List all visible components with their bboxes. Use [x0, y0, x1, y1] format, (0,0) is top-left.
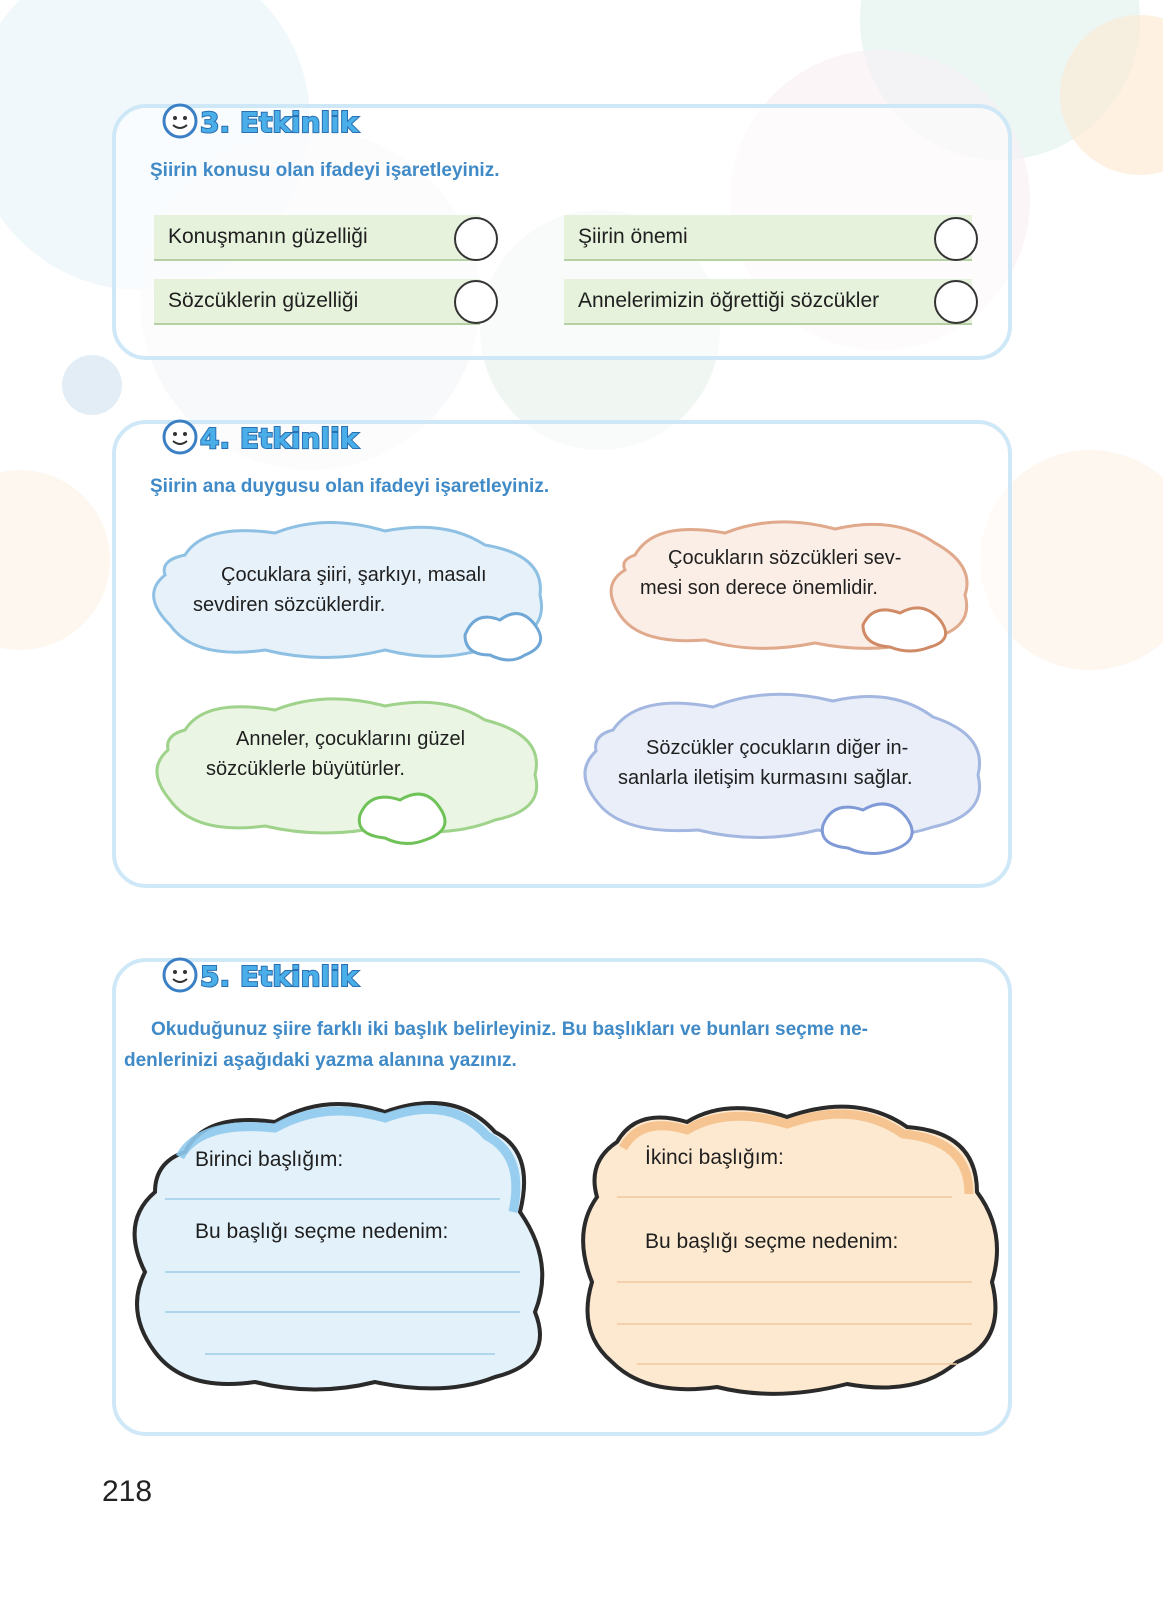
option-1 [154, 215, 480, 261]
option-3-label: Sözcüklerin güzelliği [168, 289, 359, 312]
page-number: 218 [102, 1475, 153, 1508]
activity-5-badge [158, 948, 378, 1004]
choice-cloud-3-line1: Anneler, çocuklarını güzel [236, 728, 466, 750]
choice-cloud-3[interactable] [150, 690, 550, 850]
second-reason-write-area[interactable] [617, 1262, 977, 1367]
option-3 [154, 279, 480, 325]
option-2-checkbox[interactable] [934, 217, 978, 261]
option-2-label: Şiirin önemi [578, 225, 688, 248]
activity-4-badge [158, 410, 378, 466]
activity-3-instruction: Şiirin konusu olan ifadeyi işaretleyiniz. [150, 160, 500, 181]
choice-cloud-1-line2: sevdiren sözcüklerdir. [193, 594, 386, 616]
option-4-label: Annelerimizin öğrettiği sözcükler [578, 289, 880, 312]
choice-cloud-4-line2: sanlarla iletişim kurmasını sağlar. [618, 767, 913, 789]
second-title-write-area[interactable] [617, 1174, 957, 1198]
option-3-checkbox[interactable] [454, 280, 498, 324]
choice-cloud-1-line1: Çocuklara şiiri, şarkıyı, masalı [221, 564, 487, 586]
first-reason-write-area[interactable] [165, 1252, 525, 1357]
choice-cloud-2-text [640, 543, 901, 603]
choice-cloud-2[interactable] [605, 515, 975, 655]
activity-3-badge-text: 3. Etkinlik [200, 106, 359, 139]
activity-5-badge-text: 5. Etkinlik [200, 960, 359, 993]
second-title-label: İkinci başlığım: [645, 1146, 784, 1169]
writing-cloud-right [577, 1102, 1002, 1402]
choice-cloud-1[interactable] [145, 515, 555, 665]
choice-cloud-4[interactable] [578, 685, 988, 860]
choice-cloud-3-line2: sözcüklerle büyütürler. [206, 758, 405, 780]
activity-5-instruction-line2: denlerinizi aşağıdaki yazma alanına yazınız. [124, 1050, 517, 1071]
first-reason-label: Bu başlığı seçme nedenim: [195, 1220, 449, 1243]
choice-cloud-1-text [193, 560, 487, 620]
choice-cloud-4-line1: Sözcükler çocukların diğer in- [646, 737, 909, 759]
option-1-checkbox[interactable] [454, 217, 498, 261]
activity-4-badge-text: 4. Etkinlik [200, 422, 359, 455]
choice-cloud-4-text [618, 733, 913, 793]
activity-3-badge [158, 94, 378, 150]
second-reason-label: Bu başlığı seçme nedenim: [645, 1230, 899, 1253]
choice-cloud-3-text [206, 724, 465, 784]
activity-5-instruction-line1: Okuduğunuz şiire farklı iki başlık belirleyiniz. Bu başlıkları ve bunları seçme ne- [151, 1019, 868, 1040]
writing-cloud-left [125, 1092, 555, 1397]
choice-cloud-2-line2: mesi son derece önemlidir. [640, 577, 878, 599]
option-2 [564, 215, 972, 261]
choice-cloud-2-line1: Çocukların sözcükleri sev- [668, 547, 902, 569]
option-4-checkbox[interactable] [934, 280, 978, 324]
option-4 [564, 279, 972, 325]
option-1-label: Konuşmanın güzelliği [168, 225, 368, 248]
activity-5-instruction [124, 1014, 984, 1076]
first-title-label: Birinci başlığım: [195, 1148, 344, 1171]
activity-4-instruction: Şiirin ana duygusu olan ifadeyi işaretleyiniz. [150, 476, 550, 497]
first-title-write-area[interactable] [165, 1176, 505, 1200]
